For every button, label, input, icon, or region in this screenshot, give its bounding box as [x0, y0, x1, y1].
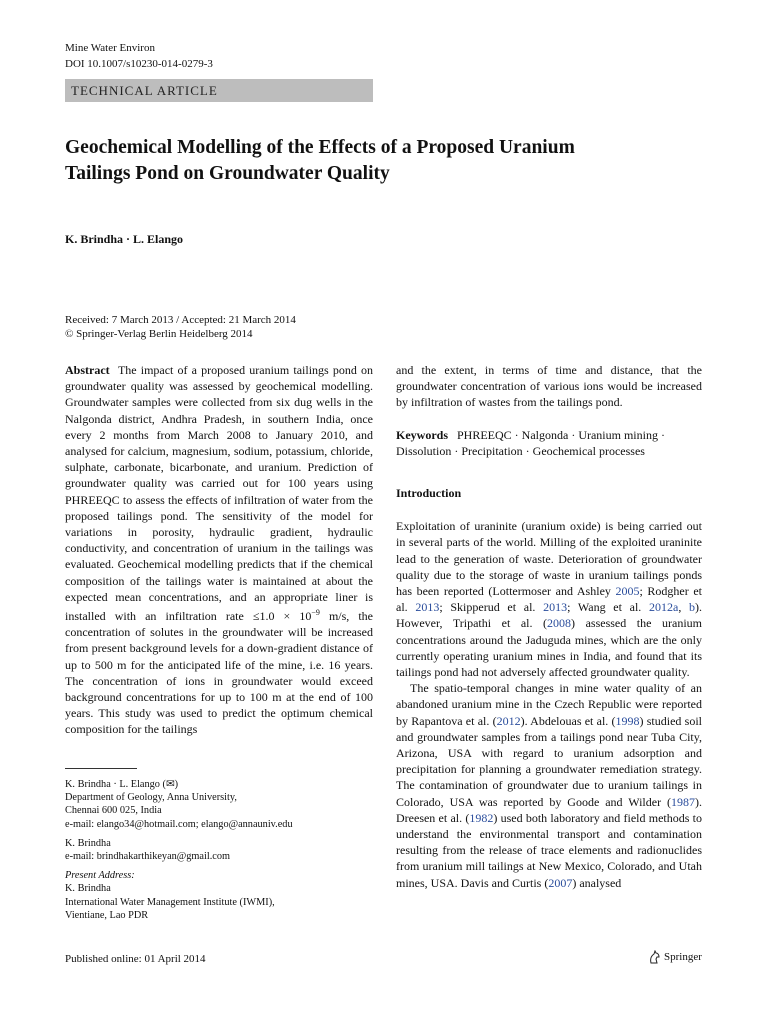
- affil-author2: K. Brindha: [65, 837, 111, 849]
- abstract-paragraph: [65, 362, 373, 738]
- article-dates: [65, 313, 296, 341]
- introduction-heading: Introduction: [396, 486, 462, 501]
- affil-emails[interactable]: e-mail: elango34@hotmail.com; elango@annauniv.edu: [65, 818, 293, 830]
- article-type-banner: TECHNICAL ARTICLE: [65, 79, 373, 102]
- affil-email2[interactable]: e-mail: brindhakarthikeyan@gmail.com: [65, 851, 231, 863]
- abstract-exponent: −9: [311, 608, 320, 618]
- citation-link[interactable]: 2012a: [648, 600, 679, 615]
- keywords-paragraph: [396, 427, 702, 459]
- citation-link[interactable]: 1998: [615, 713, 640, 728]
- article-title: [65, 135, 705, 187]
- copyright-notice: © Springer-Verlag Berlin Heidelberg 2014: [65, 328, 253, 340]
- citation-link[interactable]: 1982: [469, 810, 494, 825]
- publisher-logo: [648, 950, 702, 964]
- paragraph-text: ; Rodgher et al.: [396, 584, 702, 615]
- citation-link[interactable]: b: [689, 600, 695, 615]
- paragraph-text: ). Abdelouas et al. (: [520, 713, 616, 728]
- paragraph-text: ). However, Tripathi et al. (: [396, 600, 702, 631]
- received-accepted: Received: 7 March 2013 / Accepted: 21 March 2014: [65, 314, 296, 326]
- present-address-institute: International Water Management Institute (IWMI),: [65, 896, 275, 908]
- paragraph-text: ) assessed the uranium concentrations around the Jaduguda mines, which are the only currently operating uranium mines in India, and found that its tailings pond had not adversely affected groundwater quality.: [396, 616, 702, 680]
- introduction-paragraph-1: [396, 518, 702, 680]
- paragraph-text: ,: [678, 600, 689, 615]
- right-column: [396, 362, 702, 891]
- abstract-continuation: and the extent, in terms of time and distance, that the groundwater concentration of various ions would be increased by infiltration of wastes from the tailings pond.: [396, 363, 702, 410]
- citation-link[interactable]: 2008: [547, 616, 572, 631]
- citation-link[interactable]: 1987: [671, 794, 695, 809]
- journal-doi[interactable]: DOI 10.1007/s10230-014-0279-3: [65, 58, 213, 70]
- abstract-text-b: m/s, the concentration of solutes in the groundwater will be increased from present background levels for a down-gradient distance of up to 500 m for the anticipated life of the mine, i.e. 16 years. The concentration of ions in groundwater would exceed background concentrations for up to 100 m at the end of 100 years. This study was used to predict the optimum chemical composition for the tailings: [65, 609, 373, 737]
- present-address-name: K. Brindha: [65, 883, 111, 895]
- title-line-1: Geochemical Modelling of the Effects of a Proposed Uranium: [65, 137, 575, 158]
- present-address-location: Vientiane, Lao PDR: [65, 909, 149, 921]
- introduction-paragraph-2: [396, 680, 702, 891]
- citation-link[interactable]: 2005: [615, 584, 640, 599]
- paragraph-text: ; Skipperud et al.: [439, 600, 544, 615]
- publisher-name: Springer: [664, 951, 702, 963]
- present-address-label: Present Address:: [65, 870, 135, 882]
- keywords-label: Keywords: [396, 427, 448, 442]
- footnote-separator: [65, 768, 137, 769]
- journal-name: Mine Water Environ: [65, 42, 155, 54]
- citation-link[interactable]: 2013: [543, 600, 568, 615]
- citation-link[interactable]: 2013: [415, 600, 440, 615]
- affil-authors: K. Brindha · L. Elango (✉): [65, 779, 178, 790]
- published-online: Published online: 01 April 2014: [65, 953, 206, 965]
- abstract-text-a: The impact of a proposed uranium tailings pond on groundwater quality was assessed by geochemical modelling. Groundwater samples were collected from six dug wells in the Nalgonda district, Andhra Pradesh, in southern India, once every 2 months from March 2008 to January 2010, and analysed for calcium, magnesium, sodium, potassium, chloride, sulphate, carbonate, bicarbonate, and uranium. Prediction of groundwater quality was carried out for 100 years using PHREEQC to assess the effects of infiltration of water from the proposed tailings pond. The sensitivity of the model for variations in porosity, hydraulic gradient, hydraulic conductivity, and concentration of uranium in the tailings was evaluated. Geochemical modelling predicts that if the chemical composition of the tailings water is maintained at about the expected mean concentrations, and an appropriate liner is installed with an infiltration rate ≤1.0 × 10: [65, 363, 373, 624]
- paragraph-text: ) analysed: [572, 875, 622, 890]
- left-column: [65, 362, 373, 738]
- paragraph-text: ) used both laboratory and field methods to understand the environmental transport and contamination resulting from the release of trace elements and radionuclides from uranium mill tailings at New Mexico, Colorado, and Utah mines, USA. Davis and Curtis (: [396, 810, 702, 890]
- affil-city: Chennai 600 025, India: [65, 805, 162, 817]
- paragraph-text: The spatio-temporal changes in mine water quality of an abandoned uranium mine in the Czech Republic were reported by Rapantova et al. (: [396, 681, 702, 728]
- title-line-2: Tailings Pond on Groundwater Quality: [65, 163, 390, 184]
- keywords-text: PHREEQC · Nalgonda · Uranium mining · Dissolution · Precipitation · Geochemical processes: [396, 427, 665, 458]
- journal-info: [65, 40, 213, 72]
- springer-horse-icon: [648, 950, 661, 964]
- abstract-label: Abstract: [65, 363, 110, 377]
- affiliations: [65, 778, 373, 922]
- affil-dept: Department of Geology, Anna University,: [65, 792, 237, 804]
- paragraph-text: ; Wang et al.: [567, 600, 649, 615]
- paragraph-text: Exploitation of uraninite (uranium oxide) is being carried out in several parts of the world. Milling of the exploited uraninite lead to the generation of waste. Deterioration of groundwater quality due to the storage of waste in uranium tailings ponds has been reported (Lottermoser and Ashley: [396, 519, 702, 599]
- citation-link[interactable]: 2012: [496, 713, 521, 728]
- paragraph-text: ). Dreesen et al. (: [396, 794, 702, 825]
- paragraph-text: ) studied soil and groundwater samples from a tailings pond near Tuba City, Arizona, USA with regard to uranium adsorption and precipitation for planning a groundwater remediation strategy. The contamination of groundwater due to uranium tailings in Colorado, USA was reported by Goode and Wilder (: [396, 713, 703, 809]
- author-list: K. Brindha · L. Elango: [65, 232, 184, 246]
- citation-link[interactable]: 2007: [548, 875, 573, 890]
